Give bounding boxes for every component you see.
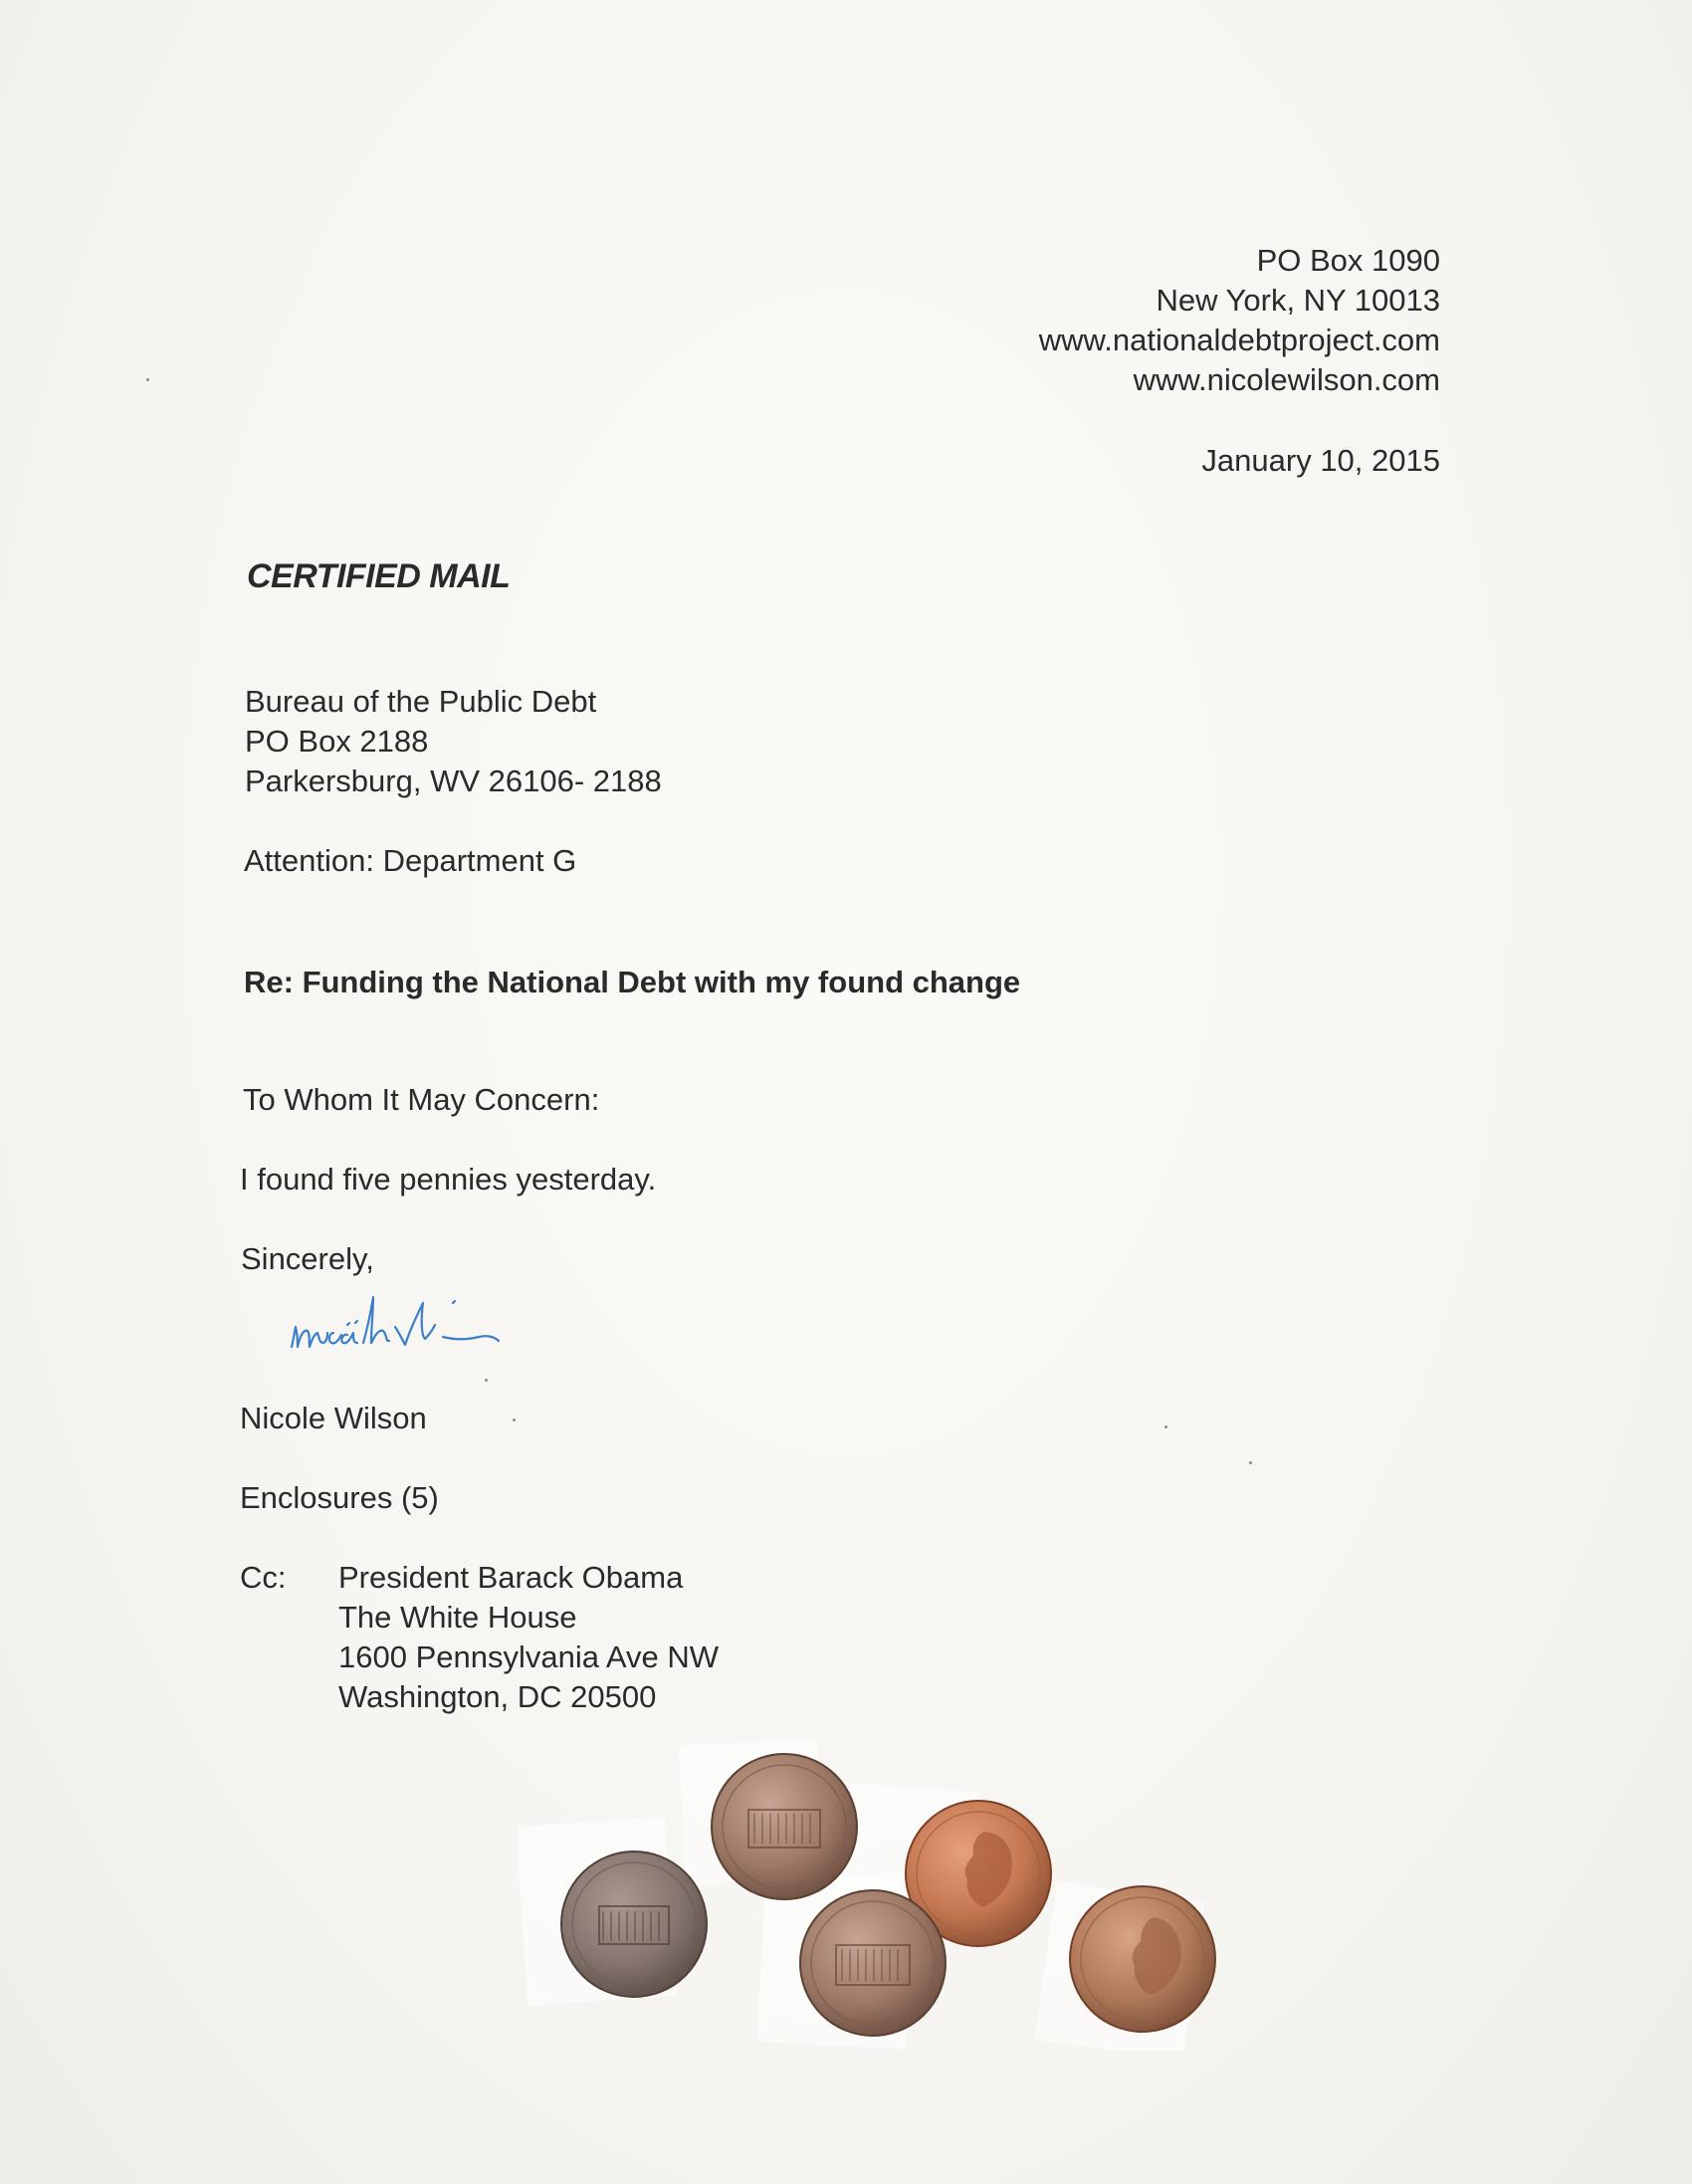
paper-speck [485, 1379, 488, 1382]
closing: Sincerely, [241, 1241, 374, 1276]
sender-po-box: PO Box 1090 [1256, 243, 1440, 278]
cc-recipient-address [338, 1558, 719, 1717]
taped-pennies [518, 1722, 1234, 2051]
subject-line: Re: Funding the National Debt with my found change [244, 965, 1021, 999]
paper-speck [146, 378, 149, 381]
attention-line: Attention: Department G [244, 843, 577, 878]
letter-date: January 10, 2015 [1201, 443, 1440, 478]
paper-speck [1249, 1461, 1252, 1464]
paper-speck [1164, 1425, 1167, 1428]
handwritten-signature [284, 1279, 602, 1369]
recipient-po-box: PO Box 2188 [245, 724, 429, 759]
letter-body: I found five pennies yesterday. [240, 1162, 657, 1197]
sender-address [1039, 241, 1440, 400]
sender-website-personal: www.nicolewilson.com [1133, 362, 1440, 397]
sender-website-project: www.nationaldebtproject.com [1038, 323, 1440, 357]
cc-label: Cc: [240, 1560, 287, 1595]
sender-city: New York, NY 10013 [1156, 283, 1440, 318]
salutation: To Whom It May Concern: [243, 1082, 600, 1117]
paper-speck [513, 1419, 516, 1421]
recipient-city: Parkersburg, WV 26106- 2188 [245, 764, 662, 798]
cc-recipient-street: 1600 Pennsylvania Ave NW [338, 1639, 719, 1674]
recipient-address [245, 682, 662, 801]
penny-coin [800, 1890, 946, 2036]
recipient-name: Bureau of the Public Debt [245, 684, 597, 719]
cc-recipient-city: Washington, DC 20500 [338, 1679, 657, 1714]
cc-recipient-name: President Barack Obama [338, 1560, 684, 1595]
certified-mail-heading: CERTIFIED MAIL [247, 557, 511, 595]
penny-coin [712, 1754, 857, 1899]
penny-coin [1070, 1886, 1215, 2032]
enclosures-note: Enclosures (5) [240, 1480, 439, 1515]
signer-name: Nicole Wilson [240, 1401, 427, 1435]
penny-coin [561, 1852, 707, 1997]
cc-recipient-building: The White House [338, 1600, 577, 1635]
